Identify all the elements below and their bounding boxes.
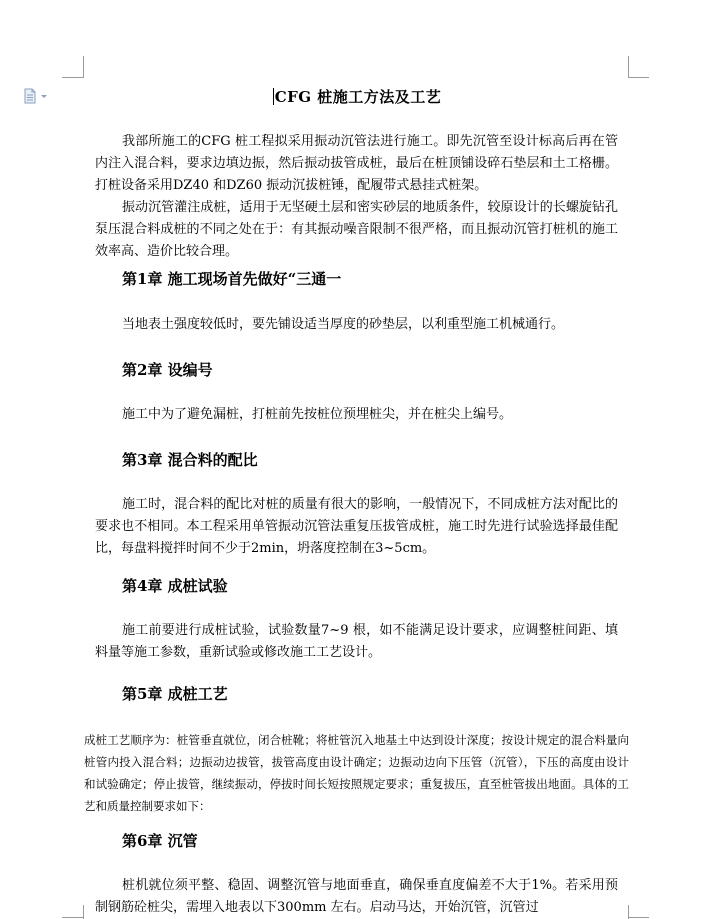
document-title[interactable] xyxy=(0,86,714,107)
text-cursor xyxy=(273,88,274,105)
chapter-1-body: 当地表土强度较低时，要先铺设适当厚度的砂垫层，以利重型施工机械通行。 xyxy=(122,317,565,332)
intro-paragraph-2: 振动沉管灌注成桩，适用于无坚硬土层和密实砂层的地质条件，较原设计的长螺旋钻孔泵压混合料成桩的不同之处在于：有其振动噪音限制不很严格，而且振动沉管打桩机的施工效率高、造价比较合理。 xyxy=(95,200,618,259)
chapter-4-heading: 第4章 成桩试验 xyxy=(122,577,228,595)
chapter-5-body: 成桩工艺顺序为：桩管垂直就位，闭合桩靴；将桩管沉入地基土中达到设计深度；按设计规定的混合料量向桩管内投入混合料；边振动边拔管，拔管高度由设计确定；边振动边向下压管（沉管），下压的高度由设计和试验确定；停止拔管，继续振动，停拔时间长短按照规定要求；重复拔压，直至桩管拔出地面。具体的工艺和质量控制要求如下： xyxy=(84,733,629,813)
crop-mark-top-right xyxy=(628,56,629,78)
chapter-4-body: 施工前要进行成桩试验，试验数量7~9 根，如不能满足设计要求，应调整桩间距、填料量等施工参数，重新试验或修改施工工艺设计。 xyxy=(95,623,618,660)
crop-mark-top-right xyxy=(628,77,649,78)
chapter-6-body: 桩机就位须平整、稳固、调整沉管与地面垂直，确保垂直度偏差不大于1%。若采用预制钢筋砼桩尖，需埋入地表以下300mm 左右。启动马达，开始沉管，沉管过 xyxy=(95,878,618,915)
chapter-1-heading: 第1章 施工现场首先做好“三通一 xyxy=(122,270,342,288)
chapter-3-body: 施工时，混合料的配比对桩的质量有很大的影响，一般情况下，不同成桩方法对配比的要求也不相同。本工程采用单管振动沉管法重复压拔管成桩，施工时先进行试验选择最佳配比，每盘料搅拌时间不少于2min，坍落度控制在3~5cm。 xyxy=(95,497,618,556)
chapter-5-heading: 第5章 成桩工艺 xyxy=(122,685,228,703)
crop-mark-bottom-right xyxy=(628,917,649,918)
crop-mark-top-left xyxy=(62,77,83,78)
chapter-6-heading: 第6章 沉管 xyxy=(122,832,198,850)
document-title-text: CFG 桩施工方法及工艺 xyxy=(274,88,442,106)
crop-mark-top-left xyxy=(83,56,84,78)
chapter-3-heading: 第3章 混合料的配比 xyxy=(122,451,258,469)
chapter-2-body: 施工中为了避免漏桩，打桩前先按桩位预埋桩尖，并在桩尖上编号。 xyxy=(122,407,513,422)
intro-paragraph-1: 我部所施工的CFG 桩工程拟采用振动沉管法进行施工。即先沉管至设计标高后再在管内注入混合料，要求边填边振，然后振动拔管成桩，最后在桩顶铺设碎石垫层和土工格栅。打桩设备采用DZ40 和DZ60 振动沉拔桩锤，配履带式悬挂式桩架。 xyxy=(95,134,618,193)
crop-mark-bottom-left xyxy=(83,905,84,919)
chapter-2-heading: 第2章 设编号 xyxy=(122,361,213,379)
crop-mark-bottom-left xyxy=(62,917,83,918)
